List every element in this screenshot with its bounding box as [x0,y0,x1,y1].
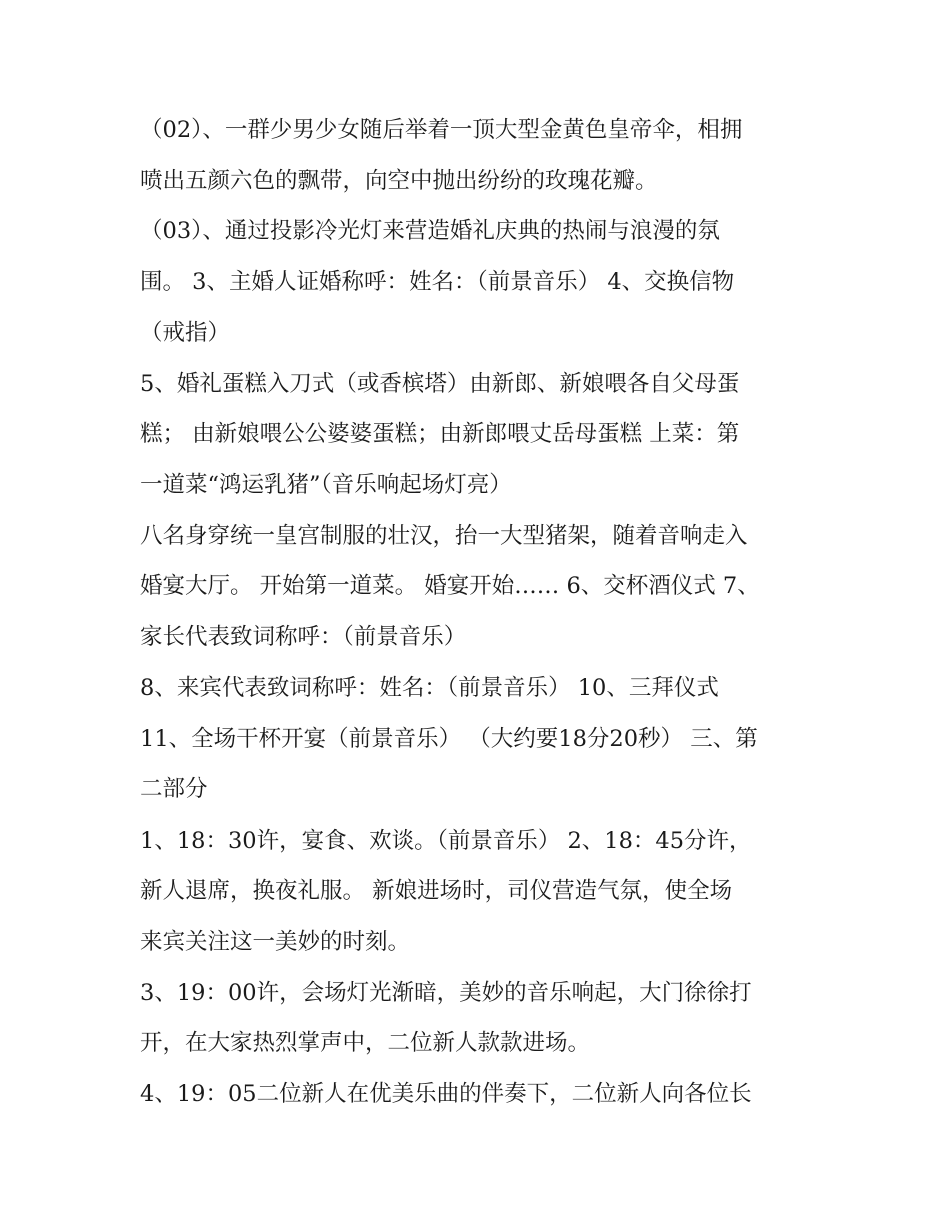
text-line: 喷出五颜六色的飘带，向空中抛出纷纷的玫瑰花瓣。 [140,168,658,194]
text-line: 开，在大家热烈掌声中，二位新人款款进场。 [140,1030,591,1056]
text-line: 二部分 [140,776,208,802]
text-line: 5、婚礼蛋糕入刀式（或香槟塔）由新郎、新娘喂各自父母蛋 [140,371,740,397]
text-line: 家长代表致词称呼：（前景音乐） [140,624,467,650]
text-line: 3、19：00许，会场灯光渐暗，美妙的音乐响起，大门徐徐打 [140,980,752,1006]
text-line: 4、19：05二位新人在优美乐曲的伴奏下，二位新人向各位长 [140,1081,752,1107]
text-line: 婚宴大厅。 开始第一道菜。 婚宴开始…… 6、交杯酒仪式 7、 [140,573,760,599]
text-line: 糕； 由新娘喂公公婆婆蛋糕；由新郎喂丈岳母蛋糕 上菜：第 [140,421,740,447]
text-line: （02）、一群少男少女随后举着一顶大型金黄色皇帝伞，相拥 [140,117,743,143]
text-line: （03）、通过投影冷光灯来营造婚礼庆典的热闹与浪漫的氛 [140,218,720,244]
text-line: 来宾关注这一美妙的时刻。 [140,929,411,955]
text-line: 新人退席，换夜礼服。 新娘进场时，司仪营造气氛，使全场 [140,878,733,904]
text-line: 围。 3、主婚人证婚称呼：姓名：（前景音乐） 4、交换信物 [140,269,735,295]
text-line: （戒指） [140,320,231,346]
text-line: 一道菜“鸿运乳猪”（音乐响起场灯亮） [140,472,512,498]
text-line: 11、全场干杯开宴（前景音乐） （大约要18分20秒） 三、第 [140,726,758,752]
text-line: 8、来宾代表致词称呼：姓名：（前景音乐） 10、三拜仪式 [140,675,719,701]
text-line: 1、18：30许，宴食、欢谈。（前景音乐） 2、18：45分许， [140,828,752,854]
text-line: 八名身穿统一皇宫制服的壮汉，抬一大型猪架，随着音响走入 [140,523,748,549]
